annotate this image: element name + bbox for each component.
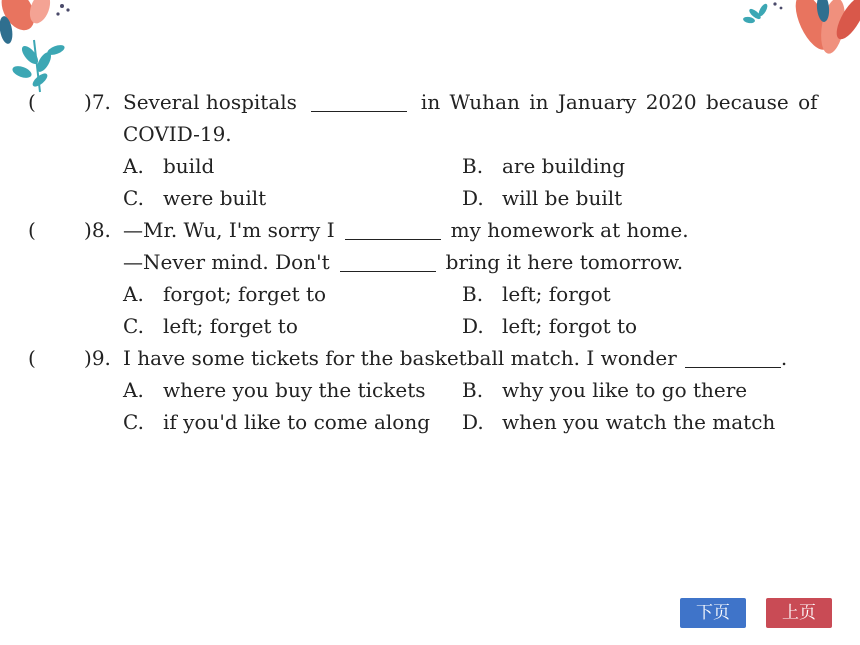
- option-b[interactable]: B. are building: [462, 154, 626, 178]
- option-b[interactable]: B. left; forgot: [462, 282, 611, 306]
- option-c[interactable]: C. left; forget to: [123, 314, 298, 338]
- option-a[interactable]: A. build: [123, 154, 215, 178]
- stem-text: in Wuhan in January 2020 because of: [420, 90, 818, 114]
- question-stem-line2: COVID-19.: [123, 122, 232, 146]
- paren-open: (: [28, 218, 36, 242]
- question-stem: I have some tickets for the basketball match. I wonder .: [123, 346, 788, 370]
- dialogue-line-1: —Mr. Wu, I'm sorry I my homework at home.: [123, 218, 689, 242]
- paren-close: )9.: [84, 346, 111, 370]
- dialogue-line-2: —Never mind. Don't bring it here tomorrow.: [123, 250, 684, 274]
- stem-text: Several hospitals: [123, 90, 297, 114]
- question-number: 7.: [91, 90, 111, 114]
- option-a[interactable]: A. where you buy the tickets: [123, 378, 426, 402]
- answer-paren[interactable]: [28, 214, 111, 246]
- paren-close: )8.: [84, 218, 111, 242]
- answer-blank: [345, 239, 441, 240]
- option-d[interactable]: D. left; forgot to: [462, 314, 638, 338]
- previous-page-button[interactable]: 上页: [766, 598, 832, 628]
- next-page-button[interactable]: 下页: [680, 598, 746, 628]
- option-c[interactable]: C. were built: [123, 186, 267, 210]
- option-b[interactable]: B. why you like to go there: [462, 378, 748, 402]
- option-a[interactable]: A. forgot; forget to: [123, 282, 327, 306]
- answer-blank: [685, 367, 781, 368]
- answer-paren[interactable]: [28, 86, 111, 118]
- question-number: 8.: [91, 218, 111, 242]
- answer-blank: [340, 271, 436, 272]
- question-stem: [123, 86, 818, 118]
- option-d[interactable]: D. will be built: [462, 186, 623, 210]
- option-d[interactable]: D. when you watch the match: [462, 410, 776, 434]
- floral-decoration-left: [0, 0, 90, 95]
- floral-decoration-right: [735, 0, 860, 70]
- answer-blank: [311, 111, 407, 112]
- paren-open: (: [28, 90, 36, 114]
- paren-close: )7.: [84, 90, 111, 114]
- option-c[interactable]: C. if you'd like to come along: [123, 410, 431, 434]
- answer-paren[interactable]: [28, 342, 111, 374]
- question-number: 9.: [91, 346, 111, 370]
- paren-open: (: [28, 346, 36, 370]
